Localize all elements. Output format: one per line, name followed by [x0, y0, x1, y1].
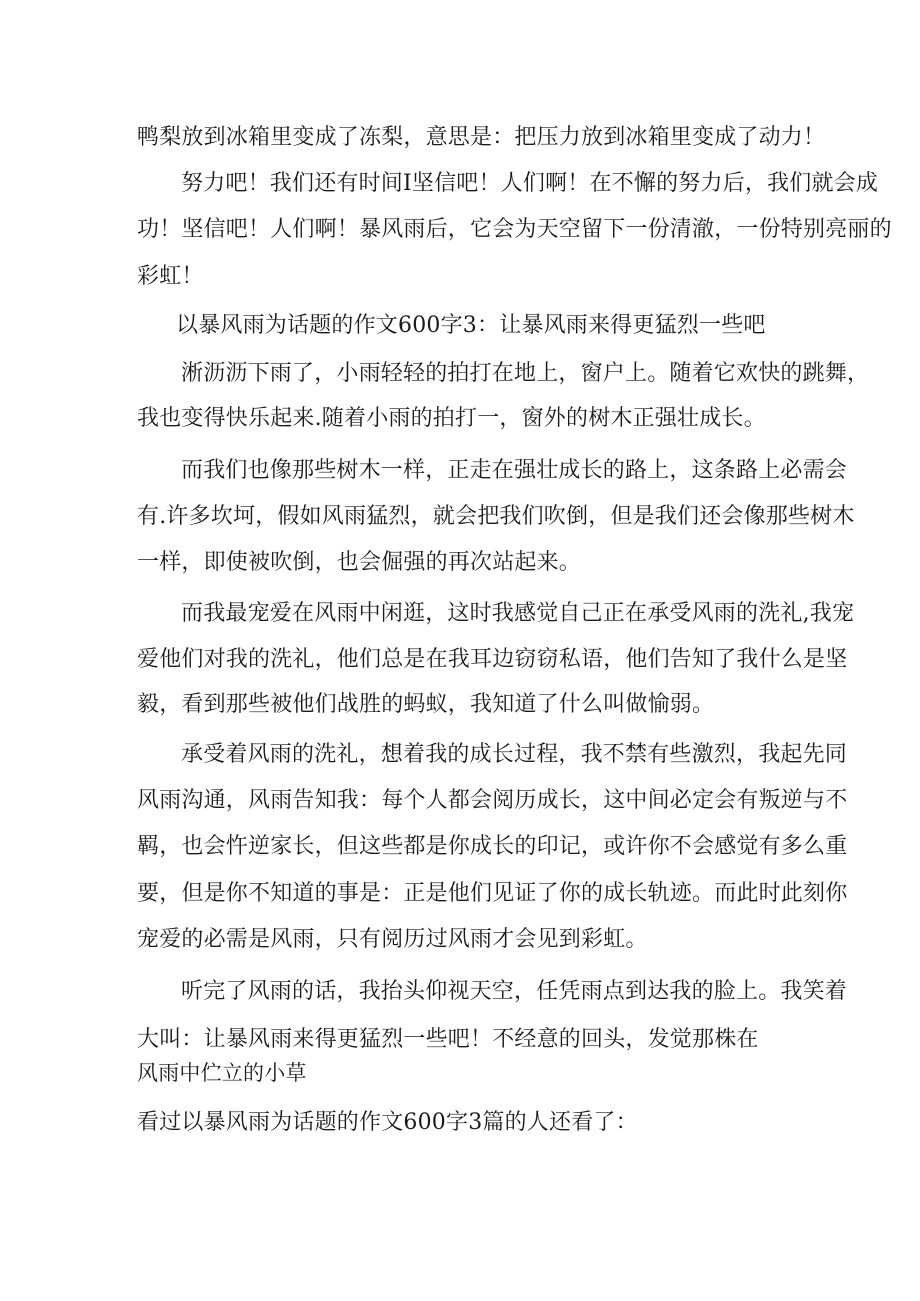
- text-line-16: 羁，也会忤逆家长，但这些都是你成长的印记，或许你不会感觉有多么重: [137, 834, 848, 859]
- text-line-8: 而我们也像那些树木一样，正走在强壮成长的路上，这条路上必需会: [181, 458, 848, 483]
- text-line-21: 风雨中伫立的小草: [137, 1061, 307, 1085]
- text-line-20: 大叫：让暴风雨来得更猛烈一些吧！不经意的回头，发觉那株在: [137, 1027, 759, 1052]
- text-line-3: 功！坚信吧！人们啊！暴风雨后，它会为天空留下一份清澈，一份特别亮丽的: [137, 217, 892, 242]
- text-line-2: 努力吧！我们还有时间I坚信吧！人们啊！在不懈的努力后，我们就会成: [181, 171, 879, 196]
- text-line-11: 而我最宠爱在风雨中闲逛，这时我感觉自己正在承受风雨的洗礼,我宠: [181, 601, 855, 626]
- related-articles-heading: 看过以暴风雨为话题的作文600字3篇的人还看了：: [137, 1110, 638, 1135]
- text-line-15: 风雨沟通，风雨告知我：每个人都会阅历成长，这中间必定会有叛逆与不: [137, 788, 848, 813]
- text-line-7: 我也变得快乐起来.随着小雨的拍打一，窗外的树木正强壮成长。: [137, 406, 766, 431]
- text-line-9: 有.许多坎坷，假如风雨猛烈，就会把我们吹倒，但是我们还会像那些树木: [137, 504, 855, 529]
- text-line-6: 淅沥沥下雨了，小雨轻轻的拍打在地上，窗户上。随着它欢快的跳舞，: [181, 361, 870, 386]
- text-line-17: 要，但是你不知道的事是：正是他们见证了你的成长轨迹。而此时此刻你: [137, 881, 848, 906]
- text-line-18: 宠爱的必需是风雨，只有阅历过风雨才会见到彩虹。: [137, 927, 648, 952]
- text-line-10: 一样，即使被吹倒，也会倔强的再次站起来。: [137, 550, 582, 575]
- text-line-14: 承受着风雨的洗礼，想着我的成长过程，我不禁有些激烈，我起先同: [181, 742, 848, 767]
- text-line-1: 鸭梨放到冰箱里变成了冻梨，意思是：把压力放到冰箱里变成了动力！: [137, 125, 826, 150]
- text-line-12: 爱他们对我的洗礼，他们总是在我耳边窃窃私语，他们告知了我什么是坚: [137, 647, 848, 672]
- text-line-13: 毅，看到那些被他们战胜的蚂蚁，我知道了什么叫做愉弱。: [137, 692, 715, 717]
- text-line-19: 听完了风雨的话，我抬头仰视天空，任凭雨点到达我的脸上。我笑着: [181, 979, 848, 1004]
- section-heading: 以暴风雨为话题的作文600字3：让暴风雨来得更猛烈一些吧: [176, 313, 766, 338]
- text-line-4: 彩虹！: [137, 264, 204, 289]
